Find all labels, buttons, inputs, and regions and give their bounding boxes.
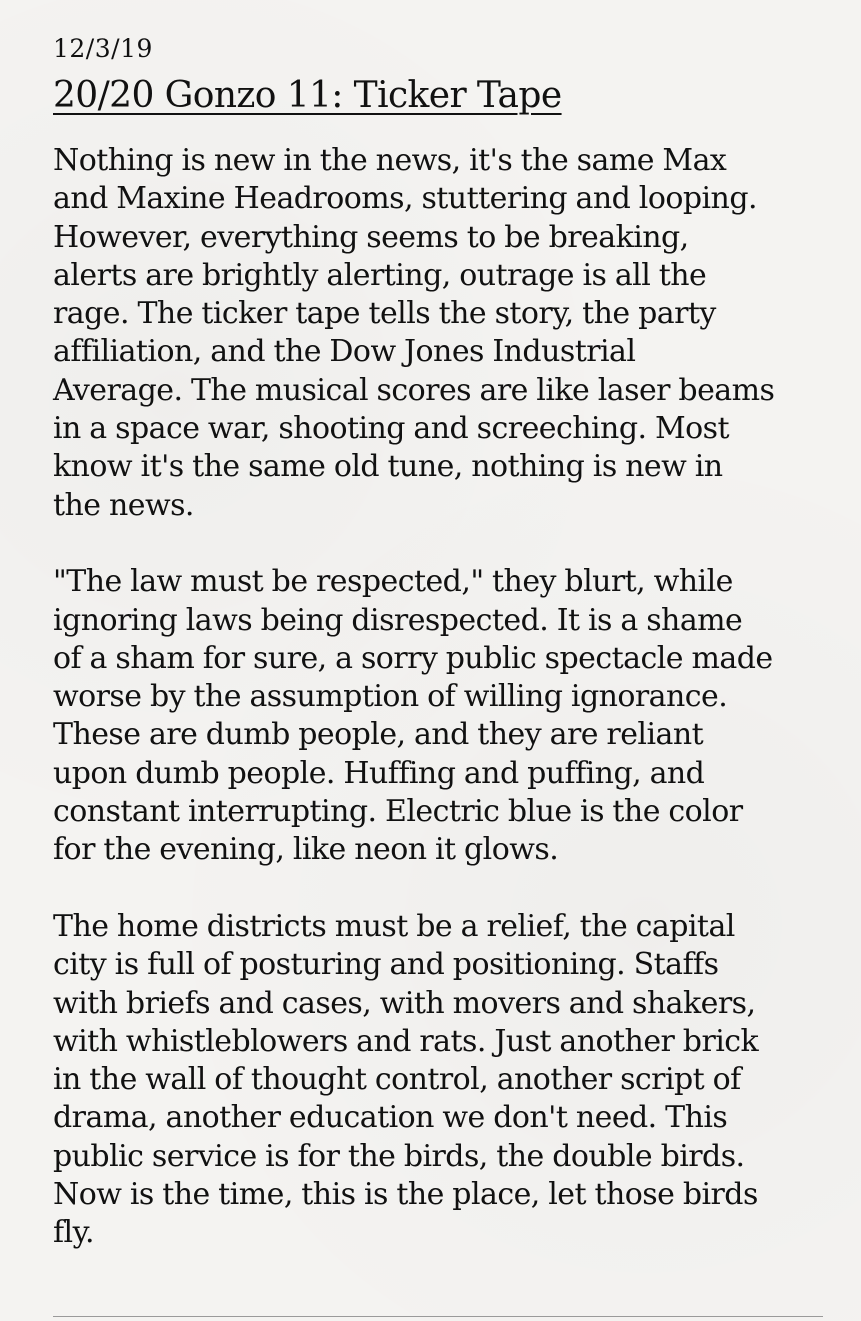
- paragraph-3: [53, 908, 843, 1253]
- note-body: [53, 142, 843, 1253]
- text-line: and Maxine Headrooms, stuttering and looping.: [53, 181, 757, 217]
- text-line: of a sham for sure, a sorry public spectacle made: [53, 640, 773, 676]
- bottom-divider: [53, 1316, 823, 1317]
- note-date: 12/3/19: [53, 34, 153, 63]
- text-line: fly.: [53, 1215, 94, 1251]
- text-line: rage. The ticker tape tells the story, the party: [53, 296, 716, 332]
- text-line: These are dumb people, and they are reliant: [53, 717, 704, 753]
- text-line: However, everything seems to be breaking,: [53, 219, 689, 255]
- paragraph-1: [53, 142, 843, 525]
- text-line: drama, another education we don't need. This: [53, 1100, 728, 1136]
- text-line: Nothing is new in the news, it's the same Max: [53, 143, 727, 178]
- text-line: Average. The musical scores are like laser beams: [53, 372, 775, 408]
- text-line: with whistleblowers and rats. Just another brick: [53, 1023, 759, 1059]
- text-line: in the wall of thought control, another script of: [53, 1062, 741, 1098]
- text-line: worse by the assumption of willing ignorance.: [53, 679, 728, 715]
- text-line: constant interrupting. Electric blue is the color: [53, 794, 743, 830]
- paragraph-2: [53, 563, 843, 869]
- text-line: ignoring laws being disrespected. It is a shame: [53, 602, 743, 638]
- text-line: alerts are brightly alerting, outrage is all the: [53, 257, 707, 293]
- text-line: with briefs and cases, with movers and shakers,: [53, 985, 756, 1021]
- text-line: upon dumb people. Huffing and puffing, and: [53, 755, 705, 791]
- text-line: public service is for the birds, the double birds.: [53, 1138, 745, 1174]
- text-line: the news.: [53, 487, 194, 523]
- text-line: in a space war, shooting and screeching. Most: [53, 411, 729, 447]
- note-content: [53, 34, 843, 1291]
- text-line: know it's the same old tune, nothing is new in: [53, 449, 723, 485]
- text-line: "The law must be respected," they blurt, while: [53, 564, 733, 600]
- text-line: Now is the time, this is the place, let those birds: [53, 1177, 758, 1213]
- note-title: 20/20 Gonzo 11: Ticker Tape: [53, 75, 562, 116]
- text-line: The home districts must be a relief, the capital: [53, 908, 735, 944]
- text-line: affiliation, and the Dow Jones Industrial: [53, 334, 636, 370]
- text-line: city is full of posturing and positioning. Staffs: [53, 947, 719, 983]
- text-line: for the evening, like neon it glows.: [53, 832, 559, 868]
